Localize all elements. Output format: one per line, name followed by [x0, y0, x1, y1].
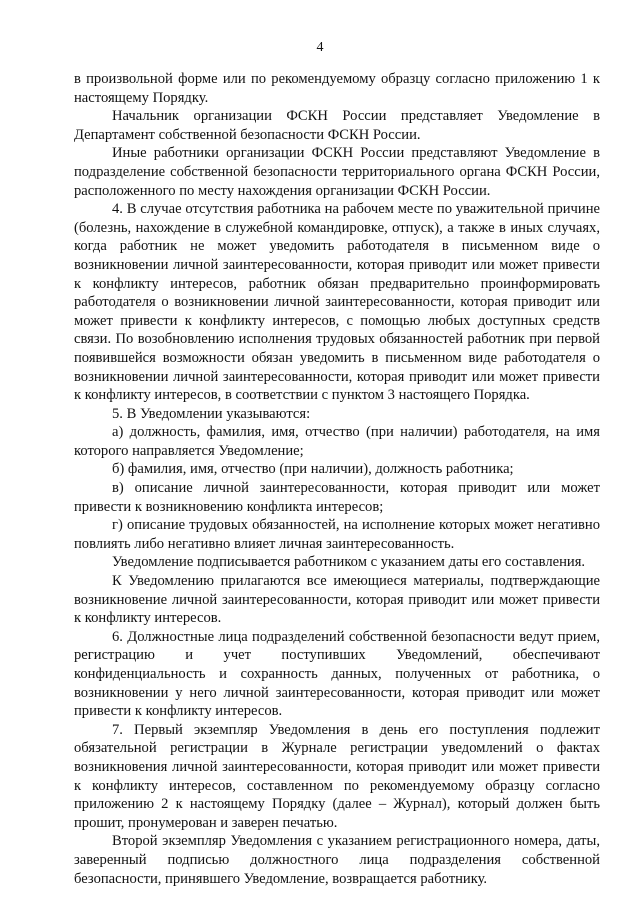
paragraph-item-5b: б) фамилия, имя, отчество (при наличии), должность работника;	[112, 461, 514, 478]
paragraph-item-6: 6. Должностные лица подразделений собственной безопасности ведут прием, регистрацию и учет поступивших Уведомлений, обеспечивают конфиденциальность и сохранность данных, полученных от работника, о возникновении у него личной заинтересованности, которая приводит или может привести к конфликту интересов.	[74, 628, 600, 720]
paragraph-head-notice: Начальник организации ФСКН России представляет Уведомление в Департамент собственной безопасности ФСКН России.	[74, 108, 600, 143]
paragraph-other-employees: Иные работники организации ФСКН России представляют Уведомление в подразделение собственной безопасности территориального органа ФСКН России, расположенного по месту нахождения организации ФСКН России.	[74, 145, 600, 199]
paragraph-item-5v: в) описание личной заинтересованности, которая приводит или может привести к возникновению конфликта интересов;	[74, 480, 600, 515]
paragraph-continuation: в произвольной форме или по рекомендуемому образцу согласно приложению 1 к настоящему Порядку.	[74, 71, 600, 106]
paragraph-signature: Уведомление подписывается работником с указанием даты его составления.	[112, 554, 586, 571]
paragraph-item-5a: а) должность, фамилия, имя, отчество (при наличии) работодателя, на имя которого направляется Уведомление;	[74, 424, 600, 459]
document-body	[74, 70, 600, 888]
paragraph-item-4: 4. В случае отсутствия работника на рабочем месте по уважительной причине (болезнь, нахождение в служебной командировке, отпуск), а также в иных случаях, когда работник не может уведомить работодателя в письменном виде о возникновении личной заинтересованности, которая приводит или может привести к конфликту интересов, работник обязан предварительно проинформировать работодателя о возникновении личной заинтересованности, которая приводит или может привести к конфликту интересов, с помощью любых доступных средств связи. По возобновлению исполнения трудовых обязанностей работник при первой появившейся возможности обязан уведомить в письменном виде работодателя о возникновении личной заинтересованности, которая приводит или может привести к конфликту интересов, в соответствии с пунктом 3 настоящего Порядка.	[74, 201, 600, 404]
page-number: 4	[316, 40, 324, 55]
paragraph-item-5g: г) описание трудовых обязанностей, на исполнение которых может негативно повлиять либо негативно влияет личная заинтересованность.	[74, 517, 600, 552]
paragraph-attachments: К Уведомлению прилагаются все имеющиеся материалы, подтверждающие возникновение личной заинтересованности, которая приводит или может привести к конфликту интересов.	[74, 573, 600, 627]
paragraph-item-5: 5. В Уведомлении указываются:	[112, 405, 311, 422]
paragraph-second-copy: Второй экземпляр Уведомления с указанием регистрационного номера, даты, заверенный подписью должностного лица подразделения собственной безопасности, принявшего Уведомление, возвращается работнику.	[74, 833, 600, 887]
paragraph-item-7: 7. Первый экземпляр Уведомления в день его поступления подлежит обязательной регистрации в Журнале регистрации уведомлений о фактах возникновения личной заинтересованности, которая приводит или может привести к конфликту интересов, составленном по рекомендуемому образцу согласно приложению 2 к настоящему Порядку (далее – Журнал), который должен быть прошит, пронумерован и заверен печатью.	[74, 721, 600, 831]
